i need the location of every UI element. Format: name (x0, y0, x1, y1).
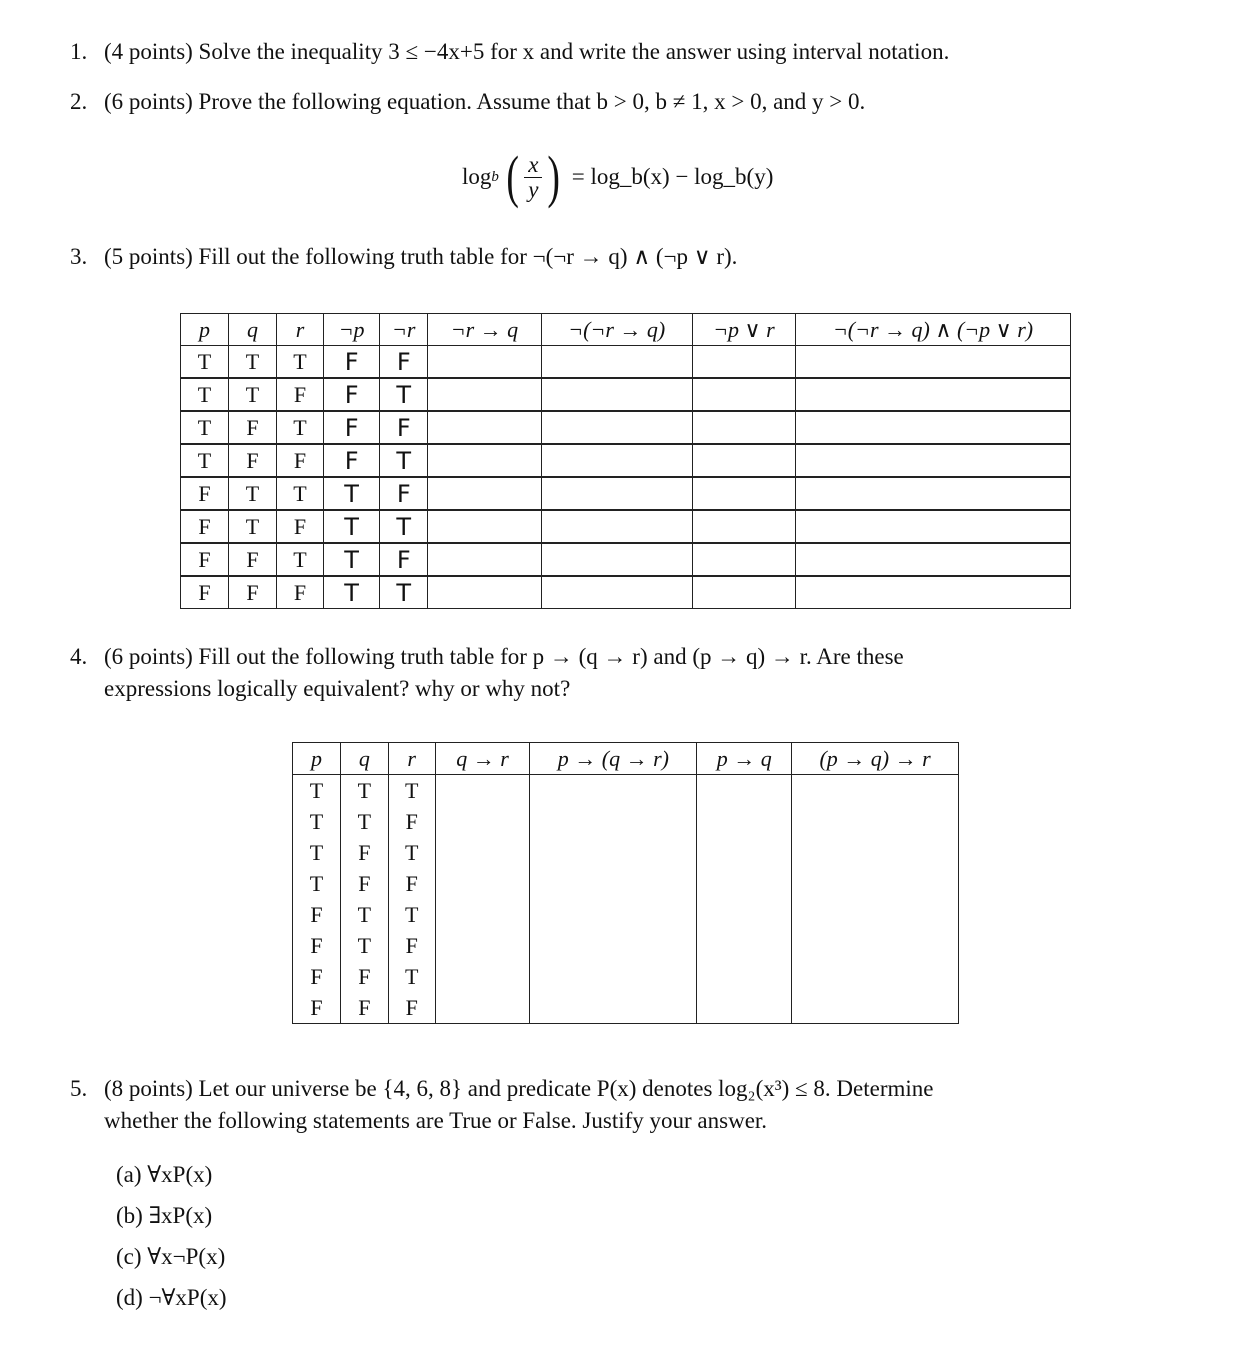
q5-item-b: (b) ∃xP(x) (116, 1203, 213, 1228)
handwritten-cell: F (324, 411, 380, 444)
log-equation: log b ( $\frac{x}{y}$ ) = log_b(x) − log_b(y) (462, 144, 774, 209)
answer-cell[interactable] (697, 868, 792, 899)
answer-cell[interactable] (428, 543, 541, 576)
answer-cell[interactable] (541, 346, 692, 379)
header-cell: q (229, 314, 277, 346)
answer-cell[interactable] (435, 961, 530, 992)
table-row (293, 961, 959, 992)
cell: F (277, 444, 324, 477)
answer-cell[interactable] (792, 899, 959, 930)
cell: F (229, 411, 277, 444)
table-row (181, 477, 1071, 510)
answer-cell[interactable] (697, 992, 792, 1024)
cell: F (181, 477, 229, 510)
cell: F (181, 543, 229, 576)
answer-cell[interactable] (530, 961, 697, 992)
answer-cell[interactable] (692, 477, 795, 510)
truth-table-q4 (292, 742, 959, 1024)
answer-cell[interactable] (796, 576, 1071, 609)
answer-cell[interactable] (428, 477, 541, 510)
answer-cell[interactable] (530, 868, 697, 899)
cell: F (340, 961, 388, 992)
handwritten-cell: T (324, 576, 380, 609)
answer-cell[interactable] (428, 378, 541, 411)
cell: T (388, 961, 435, 992)
answer-cell[interactable] (428, 510, 541, 543)
header-cell: q → r (435, 743, 530, 775)
handwritten-cell: T (324, 543, 380, 576)
answer-cell[interactable] (541, 543, 692, 576)
answer-cell[interactable] (435, 868, 530, 899)
truth-table-q3 (180, 313, 1071, 609)
answer-cell[interactable] (541, 411, 692, 444)
cell: F (340, 992, 388, 1024)
header-cell: p (293, 743, 341, 775)
answer-cell[interactable] (692, 411, 795, 444)
cell: F (388, 930, 435, 961)
answer-cell[interactable] (697, 899, 792, 930)
handwritten-cell: F (324, 378, 380, 411)
fraction (524, 153, 542, 202)
cell: T (293, 868, 341, 899)
cell: T (388, 775, 435, 807)
table-row (181, 411, 1071, 444)
question-4-number: 4. (70, 644, 88, 669)
answer-cell[interactable] (435, 992, 530, 1024)
answer-cell[interactable] (435, 930, 530, 961)
answer-cell[interactable] (697, 837, 792, 868)
table-row (181, 378, 1071, 411)
cell: T (388, 899, 435, 930)
table-row (181, 346, 1071, 379)
handwritten-cell: T (380, 444, 428, 477)
answer-cell[interactable] (428, 346, 541, 379)
answer-cell[interactable] (530, 992, 697, 1024)
handwritten-cell: F (324, 444, 380, 477)
log-label: log (462, 164, 492, 189)
question-5-text: (8 points) Let our universe be {4, 6, 8} and predicate P(x) denotes log₂(x³) ≤ 8. Determine (104, 1076, 934, 1101)
cell: T (277, 477, 324, 510)
cell: F (293, 992, 341, 1024)
cell: F (277, 510, 324, 543)
handwritten-cell: T (324, 477, 380, 510)
cell: F (388, 806, 435, 837)
cell: F (229, 576, 277, 609)
question-1-number: 1. (70, 39, 88, 64)
answer-cell[interactable] (697, 806, 792, 837)
header-cell: r (388, 743, 435, 775)
cell: T (293, 837, 341, 868)
header-cell: ¬(¬r → q) (541, 314, 692, 346)
cell: T (340, 806, 388, 837)
handwritten-cell: F (380, 411, 428, 444)
answer-cell[interactable] (792, 930, 959, 961)
header-cell: r (277, 314, 324, 346)
cell: T (229, 477, 277, 510)
question-4-text-cont: expressions logically equivalent? why or why not? (104, 676, 571, 701)
answer-cell[interactable] (792, 868, 959, 899)
answer-cell[interactable] (541, 378, 692, 411)
header-cell: (p → q) → r (792, 743, 959, 775)
question-5 (70, 1073, 1180, 1137)
handwritten-cell: T (380, 378, 428, 411)
answer-cell[interactable] (530, 899, 697, 930)
q5-item-d: (d) ¬∀xP(x) (116, 1285, 227, 1310)
cell: T (181, 444, 229, 477)
cell: F (293, 961, 341, 992)
answer-cell[interactable] (435, 899, 530, 930)
cell: F (277, 378, 324, 411)
question-1-text: (4 points) Solve the inequality 3 ≤ −4x+5 for x and write the answer using interval notation. (104, 39, 950, 64)
question-1 (70, 36, 1180, 68)
answer-cell[interactable] (530, 775, 697, 807)
table-row (293, 868, 959, 899)
question-2-text: (6 points) Prove the following equation. Assume that b > 0, b ≠ 1, x > 0, and y > 0. (104, 89, 866, 114)
header-cell: p → (q → r) (530, 743, 697, 775)
handwritten-cell: F (324, 346, 380, 379)
answer-cell[interactable] (697, 775, 792, 807)
q5-item-c: (c) ∀x¬P(x) (116, 1244, 226, 1269)
question-5-text-cont: whether the following statements are True or False. Justify your answer. (104, 1108, 768, 1133)
answer-cell[interactable] (792, 806, 959, 837)
cell: T (229, 346, 277, 379)
cell: T (277, 346, 324, 379)
cell: T (340, 899, 388, 930)
cell: T (181, 346, 229, 379)
question-4 (70, 641, 1180, 705)
answer-cell[interactable] (796, 477, 1071, 510)
handwritten-cell: F (380, 477, 428, 510)
answer-cell[interactable] (792, 992, 959, 1024)
question-4-text: (6 points) Fill out the following truth table for p → (q → r) and (p → q) → r. Are these (104, 644, 904, 669)
cell: T (229, 510, 277, 543)
q5-item-a: (a) ∀xP(x) (116, 1162, 213, 1187)
handwritten-cell: T (324, 510, 380, 543)
header-cell: q (340, 743, 388, 775)
question-2-number: 2. (70, 89, 88, 114)
answer-cell[interactable] (796, 444, 1071, 477)
answer-cell[interactable] (428, 411, 541, 444)
header-cell: p (181, 314, 229, 346)
question-5-number: 5. (70, 1076, 88, 1101)
answer-cell[interactable] (428, 576, 541, 609)
header-cell: p → q (697, 743, 792, 775)
answer-cell[interactable] (435, 837, 530, 868)
cell: T (340, 775, 388, 807)
cell: T (293, 775, 341, 807)
answer-cell[interactable] (541, 576, 692, 609)
table-row (293, 992, 959, 1024)
cell: F (277, 576, 324, 609)
handwritten-cell: F (380, 346, 428, 379)
table-row (181, 444, 1071, 477)
answer-cell[interactable] (697, 930, 792, 961)
header-cell: ¬r → q (428, 314, 541, 346)
answer-cell[interactable] (692, 378, 795, 411)
answer-cell[interactable] (692, 510, 795, 543)
table-header-row (181, 314, 1071, 346)
cell: F (388, 868, 435, 899)
cell: F (340, 868, 388, 899)
answer-cell[interactable] (428, 444, 541, 477)
cell: T (277, 411, 324, 444)
answer-cell[interactable] (796, 378, 1071, 411)
table-row (293, 775, 959, 807)
question-3-number: 3. (70, 244, 88, 269)
header-cell: ¬p ∨ r (692, 314, 795, 346)
answer-cell[interactable] (792, 837, 959, 868)
table-row (293, 806, 959, 837)
answer-cell[interactable] (792, 775, 959, 807)
cell: F (388, 992, 435, 1024)
answer-cell[interactable] (796, 543, 1071, 576)
handwritten-cell: F (380, 543, 428, 576)
answer-cell[interactable] (541, 477, 692, 510)
question-3-text: (5 points) Fill out the following truth table for ¬(¬r → q) ∧ (¬p ∨ r). (104, 244, 738, 269)
cell: F (340, 837, 388, 868)
answer-cell[interactable] (697, 961, 792, 992)
answer-cell[interactable] (435, 806, 530, 837)
handwritten-cell: T (380, 510, 428, 543)
answer-cell[interactable] (796, 411, 1071, 444)
answer-cell[interactable] (792, 961, 959, 992)
header-cell: ¬p (324, 314, 380, 346)
equation-rhs: = log_b(x) − log_b(y) (571, 164, 774, 189)
cell: T (181, 378, 229, 411)
table-row (293, 837, 959, 868)
table-row (293, 930, 959, 961)
fraction-denominator: y (528, 176, 539, 202)
fraction-numerator: x (524, 153, 542, 178)
cell: T (277, 543, 324, 576)
answer-cell[interactable] (692, 346, 795, 379)
cell: T (229, 378, 277, 411)
cell: F (293, 930, 341, 961)
answer-cell[interactable] (530, 806, 697, 837)
header-cell: ¬r (380, 314, 428, 346)
answer-cell[interactable] (692, 543, 795, 576)
header-cell: ¬(¬r → q) ∧ (¬p ∨ r) (796, 314, 1071, 346)
answer-cell[interactable] (796, 346, 1071, 379)
answer-cell[interactable] (692, 576, 795, 609)
table-header-row (293, 743, 959, 775)
cell: T (181, 411, 229, 444)
answer-cell[interactable] (541, 510, 692, 543)
question-2 (70, 86, 1180, 118)
handwritten-cell: T (380, 576, 428, 609)
cell: F (293, 899, 341, 930)
answer-cell[interactable] (530, 930, 697, 961)
table-row (293, 899, 959, 930)
table-row (181, 510, 1071, 543)
answer-cell[interactable] (796, 510, 1071, 543)
answer-cell[interactable] (530, 837, 697, 868)
answer-cell[interactable] (541, 444, 692, 477)
answer-cell[interactable] (435, 775, 530, 807)
cell: F (181, 576, 229, 609)
answer-cell[interactable] (692, 444, 795, 477)
table-row (181, 543, 1071, 576)
cell: F (229, 543, 277, 576)
cell: F (181, 510, 229, 543)
question-3 (70, 241, 1180, 273)
cell: T (388, 837, 435, 868)
cell: T (340, 930, 388, 961)
cell: F (229, 444, 277, 477)
cell: T (293, 806, 341, 837)
table-row (181, 576, 1071, 609)
